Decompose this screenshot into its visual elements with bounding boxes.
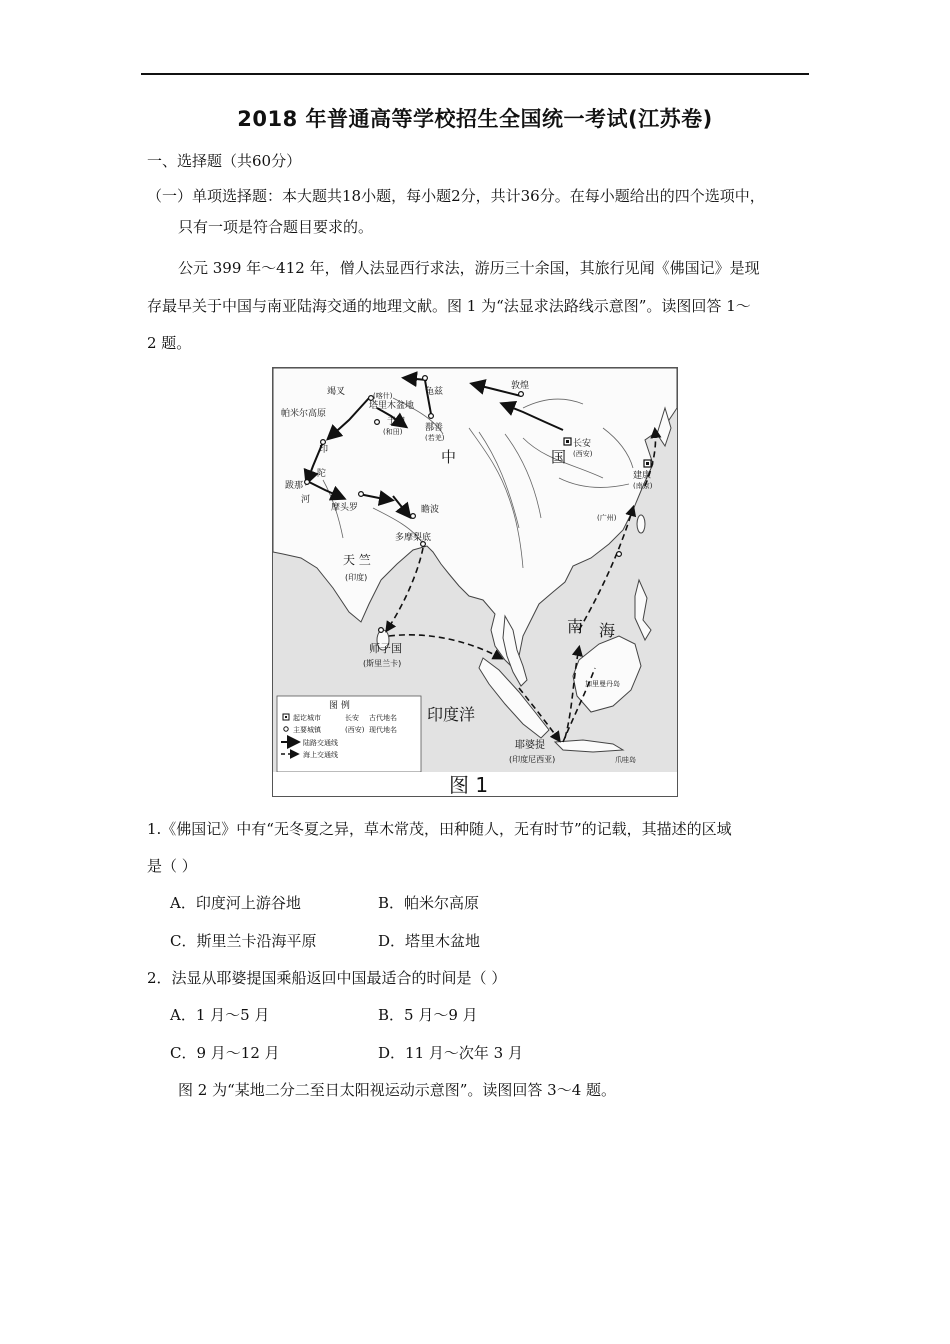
label-changan-modern: (西安) — [573, 450, 593, 458]
city-marker-pamir — [321, 440, 326, 445]
city-marker-shiziguo — [379, 628, 384, 633]
legend-modern-label: 现代地名 — [369, 726, 397, 734]
label-jiankang: 建康 — [633, 471, 652, 481]
city-marker-motouluo — [359, 492, 364, 497]
q2-option-c[interactable]: C．9 月～12 月 — [170, 1044, 280, 1062]
label-kalimantan: 加里曼丹岛 — [585, 680, 620, 688]
legend-ancient-example: 长安 — [345, 714, 359, 722]
label-java: 爪哇岛 — [615, 756, 636, 764]
figure-2-intro: 图 2 为“某地二分二至日太阳视运动示意图”。读图回答 3～4 题。 — [178, 1081, 617, 1099]
legend-start-city: 起讫城市 — [293, 714, 321, 722]
label-yepoti-modern: (印度尼西亚) — [509, 755, 556, 764]
label-zhong: 中 — [441, 448, 457, 466]
intro-line-1: 公元 399 年～412 年，僧人法显西行求法，游历三十余国，其旅行见闻《佛国记》是现 — [178, 259, 760, 277]
label-pamir: 帕米尔高原 — [281, 409, 327, 419]
legend-ancient-label: 古代地名 — [369, 714, 397, 722]
q2-option-d[interactable]: D．11 月～次年 3 月 — [378, 1044, 523, 1062]
label-qiuci: 龟兹 — [425, 387, 444, 397]
label-dunhuang: 敦煌 — [511, 381, 530, 391]
label-guo: 国 — [551, 448, 567, 466]
legend-title: 图 例 — [329, 701, 350, 711]
label-yutian: 于阗 — [387, 417, 406, 427]
label-indian-ocean: 印度洋 — [427, 705, 476, 724]
label-tuolu: 陀 — [317, 469, 327, 479]
exam-title: 2018 年普通高等学校招生全国统一考试(江苏卷) — [237, 107, 713, 131]
label-zhanbo: 瞻波 — [421, 505, 440, 515]
q2-option-b[interactable]: B．5 月～9 月 — [378, 1006, 478, 1024]
label-nanhai-hai: 海 — [599, 621, 616, 640]
legend-land-route: 陆路交通线 — [303, 739, 338, 747]
faxian-route-map — [272, 367, 678, 797]
question-1-line-2: 是（ ） — [147, 857, 197, 875]
q2-option-a[interactable]: A．1 月～5 月 — [170, 1006, 270, 1024]
label-shiziguo: 师子国 — [369, 642, 402, 655]
city-marker-yutian — [375, 420, 380, 425]
label-motouluo: 摩头罗 — [331, 503, 359, 513]
label-tianzhu: 天 竺 — [343, 553, 371, 567]
label-jiecha-modern: (喀什) — [373, 392, 393, 400]
label-jiankang-modern: (南京) — [633, 482, 653, 490]
city-marker-guangzhou — [617, 552, 622, 557]
label-shanshan: 鄯善 — [425, 423, 444, 433]
legend-sea-route: 海上交通线 — [303, 751, 338, 759]
q1-option-c[interactable]: C．斯里兰卡沿海平原 — [170, 932, 317, 950]
label-yepoti: 耶婆提 — [515, 740, 545, 751]
label-jiecha: 竭叉 — [327, 387, 346, 397]
city-marker-nalu — [305, 480, 310, 485]
label-nanhai-nan: 南 — [567, 617, 584, 636]
label-duomolidi: 多摩梨底 — [395, 533, 432, 543]
q1-option-d[interactable]: D．塔里木盆地 — [378, 932, 481, 950]
question-1-line-1: 1.《佛国记》中有“无冬夏之异，草木常茂，田种随人，无有时节”的记载，其描述的区域 — [147, 820, 732, 838]
header-rule — [141, 73, 809, 75]
legend-modern-example: (西安) — [345, 726, 365, 734]
figure-caption: 图 1 — [449, 773, 489, 796]
label-tarim: 塔里木盆地 — [369, 401, 415, 411]
label-shiziguo-modern: (斯里兰卡) — [363, 659, 402, 668]
label-changan: 长安 — [573, 439, 592, 449]
label-yutian-modern: (和田) — [383, 428, 403, 436]
question-2-line-1: 2．法显从耶婆提国乘船返回中国最适合的时间是（ ） — [147, 969, 507, 987]
intro-line-3: 2 题。 — [147, 334, 192, 352]
q1-option-b[interactable]: B．帕米尔高原 — [378, 894, 480, 912]
label-tianzhu-modern: (印度) — [345, 573, 368, 582]
city-marker-zhanbo — [411, 514, 416, 519]
label-yin-river: 印 — [319, 445, 329, 455]
section-heading: 一、选择题（共60分） — [147, 152, 302, 170]
instructions-line-1: （一）单项选择题：本大题共18小题，每小题2分，共计36分。在每小题给出的四个选项中， — [147, 187, 765, 205]
label-nalu: 跋那 — [285, 481, 304, 491]
city-marker-dunhuang — [519, 392, 524, 397]
label-guangzhou-modern: (广州) — [597, 514, 617, 522]
label-he-river: 河 — [301, 495, 311, 505]
map-legend — [277, 696, 421, 772]
intro-line-2: 存最早关于中国与南亚陆海交通的地理文献。图 1 为“法显求法路线示意图”。读图回答 1～ — [147, 297, 751, 315]
city-marker-qiuci — [423, 376, 428, 381]
instructions-line-2: 只有一项是符合题目要求的。 — [178, 218, 374, 236]
label-shanshan-modern: (若羌) — [425, 434, 445, 442]
legend-main-city: 主要城镇 — [293, 726, 321, 734]
q1-option-a[interactable]: A．印度河上游谷地 — [170, 894, 301, 912]
city-marker-shanshan — [429, 414, 434, 419]
